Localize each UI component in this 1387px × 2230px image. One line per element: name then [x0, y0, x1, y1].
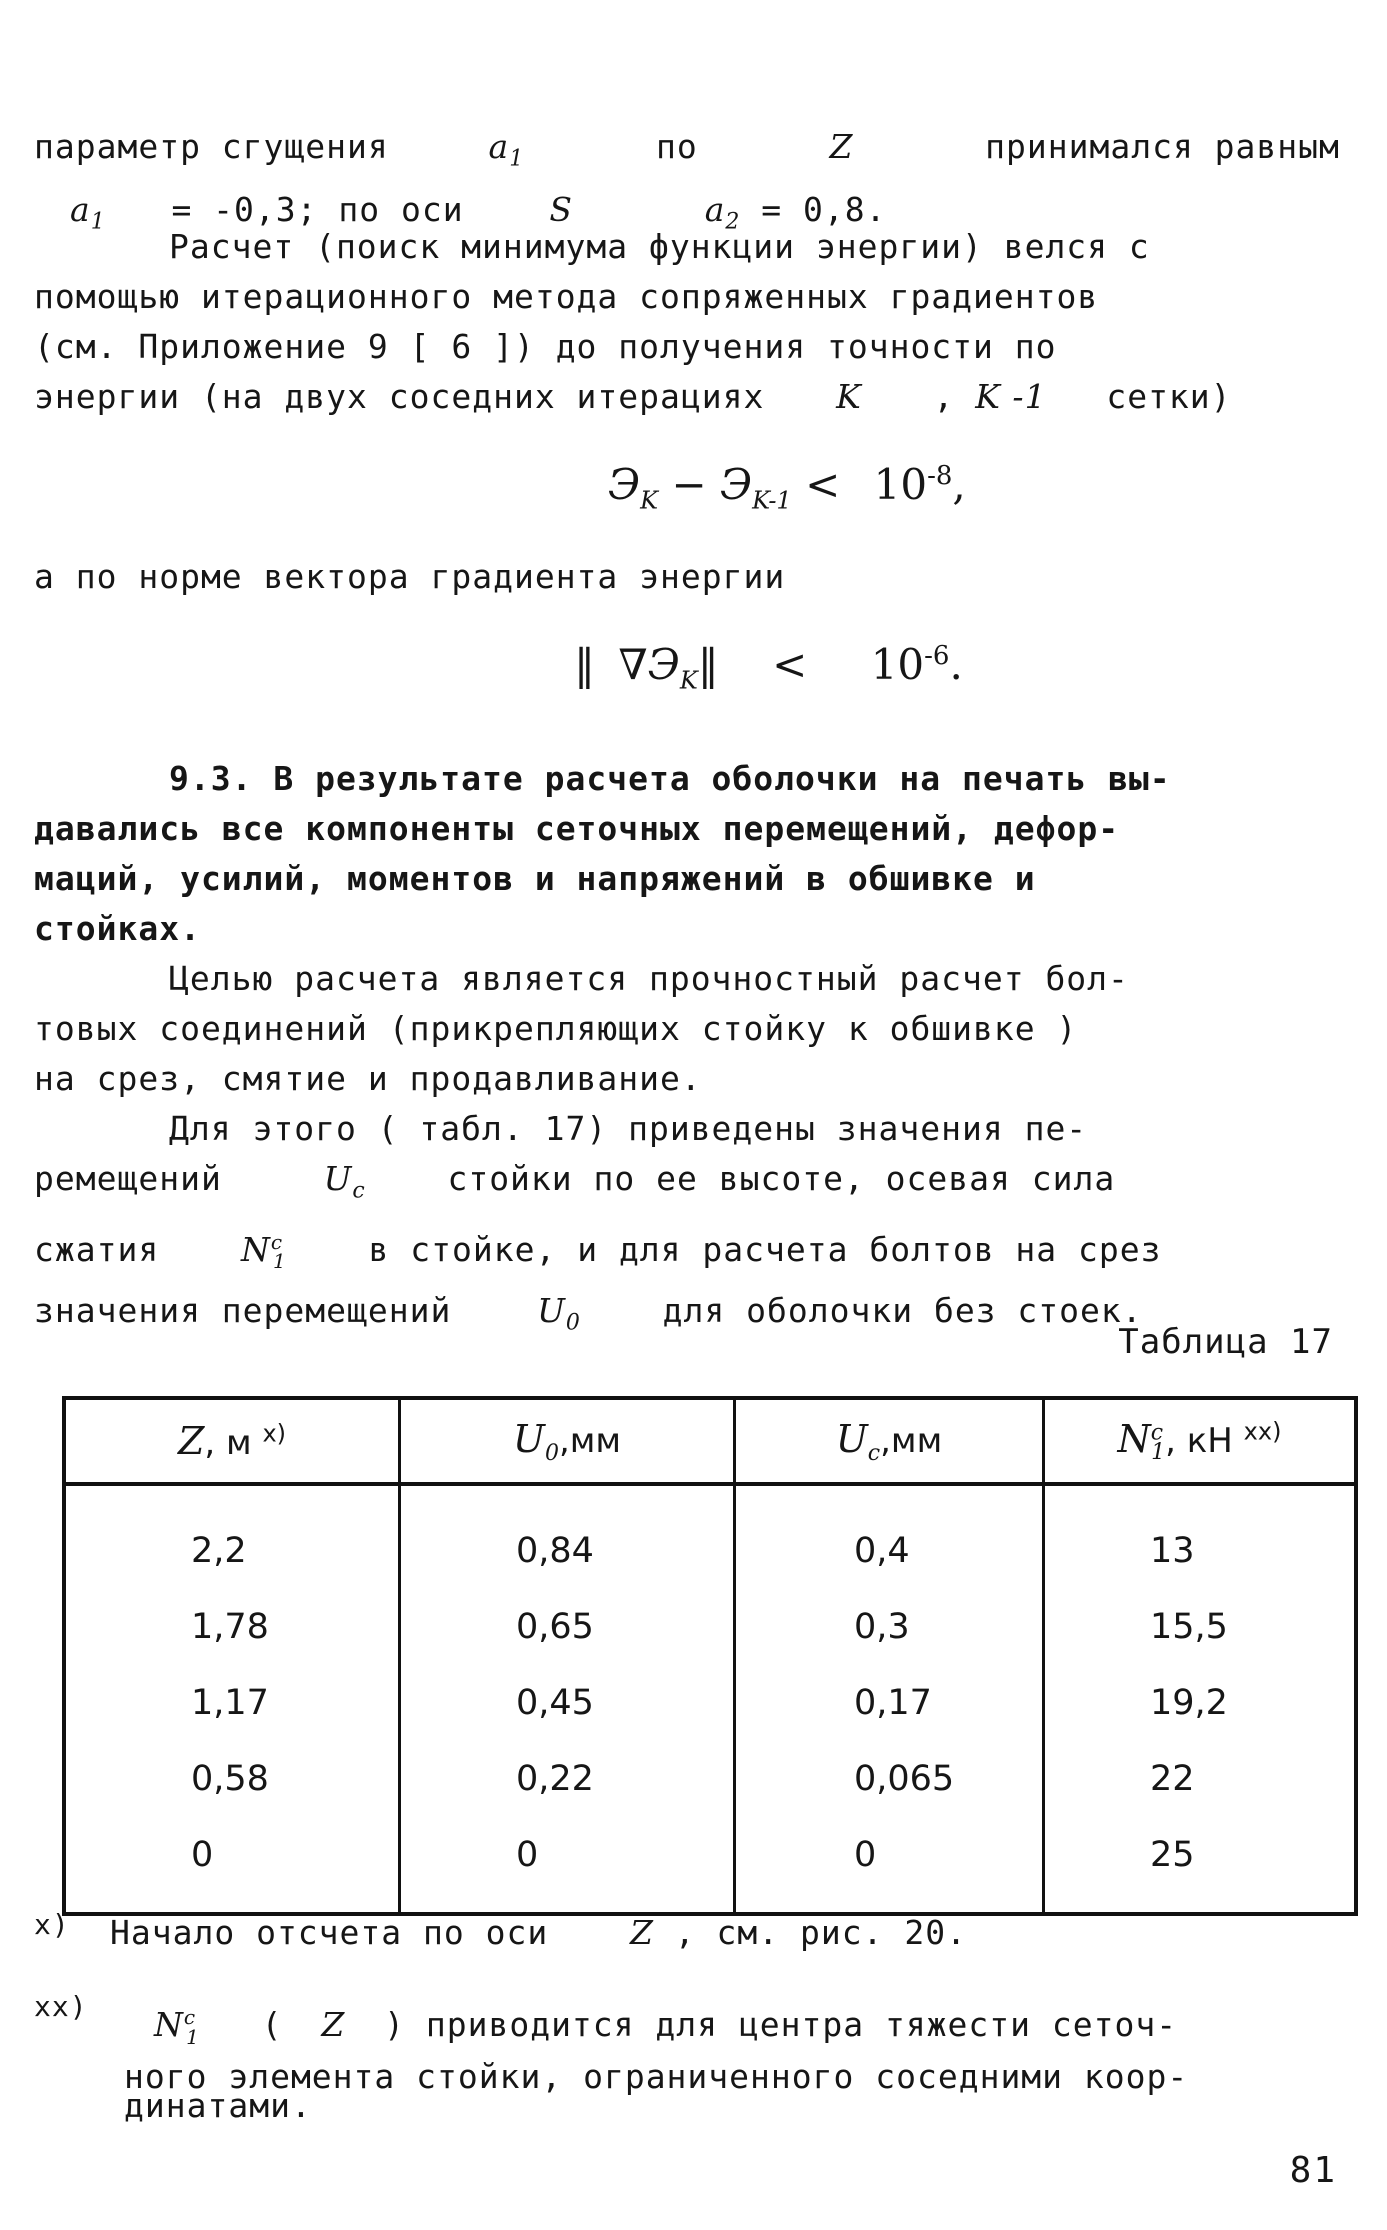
norm-bar: ‖ [574, 640, 595, 689]
footnote-text: , см. рис. 20. [674, 1913, 967, 1952]
minus-sign: − [671, 460, 707, 509]
cell-uc: 0,17 [735, 1665, 1044, 1741]
footnote-text: ного элемента стойки, ограниченного соседними коор- [124, 2056, 1189, 2096]
header-u0: $U_0,мм$ [400, 1398, 735, 1484]
footnote-2 [34, 1990, 1354, 2125]
base: 10 [873, 460, 928, 509]
table-row [64, 1484, 1356, 1589]
text-line: Расчет (поиск минимума функции энергии) велся с [169, 227, 1150, 266]
text-line: = 0,8. [761, 189, 887, 229]
cell-z: 0 [64, 1817, 400, 1914]
symbol-e: Э [647, 640, 680, 689]
text-line: в стойке, и для расчета болтов на срез [368, 1229, 1162, 1269]
cell-n1c: 19,2 [1150, 1683, 1228, 1723]
cell-z: 1,17 [64, 1665, 400, 1741]
footnote-mark: xx) [34, 1990, 88, 2023]
text-line: Целью расчета является прочностный расчет бол- [169, 959, 1129, 998]
paragraph-9-3 [34, 754, 1354, 954]
symbol-z: Z [629, 1913, 654, 1952]
table-row [64, 1589, 1356, 1665]
text-line: для оболочки без стоек. [662, 1291, 1143, 1331]
cell-uc: 0 [735, 1817, 1044, 1914]
cell-uc: 0,065 [735, 1741, 1044, 1817]
subscript: K-1 [752, 486, 792, 515]
cell-z: 2,2 [64, 1484, 400, 1589]
header-n1c: $N^c_1$, кН $^{xx)}$ [1044, 1398, 1357, 1484]
text-line: (см. Приложение 9 [ 6 ]) до получения точности по [34, 327, 1057, 366]
text-line: стойки по ее высоте, осевая сила [447, 1159, 1116, 1198]
symbol-uc: $U_c$ [323, 1159, 366, 1204]
cell-n1c: 25 [1150, 1835, 1195, 1875]
symbol-u0: $U_0$ [537, 1291, 581, 1336]
cell-z: 1,78 [64, 1589, 400, 1665]
text-line: энергии (на двух соседних итерациях [34, 377, 765, 416]
cell-z: 0,58 [64, 1741, 400, 1817]
page-number: 81 [1289, 2150, 1337, 2191]
symbol-s: S [549, 189, 573, 229]
table-row [64, 1817, 1356, 1914]
table-row [64, 1741, 1356, 1817]
nabla-symbol: ∇ [618, 640, 648, 689]
text-line: помощью итерационного метода сопряженных градиентов [34, 277, 1099, 316]
cell-u0: 0,65 [400, 1589, 735, 1665]
paragraph-table-intro [34, 1104, 1354, 1349]
text-line: а по норме вектора градиента энергии [34, 557, 786, 596]
symbol-k: K [836, 377, 862, 416]
symbol-k-minus-1: K -1 [975, 377, 1047, 416]
punctuation: , [952, 460, 966, 509]
symbol-n1c: $N^c_1$ [240, 1229, 287, 1274]
text-line: давались все компоненты сеточных перемещений, дефор- [34, 809, 1120, 848]
symbol-e: Э [608, 460, 641, 509]
exponent: -8 [927, 461, 953, 491]
symbol-a1: $a_1$ [70, 189, 106, 235]
footnote-text: ) приводится для центра тяжести сеточ- [384, 2005, 1178, 2044]
symbol-a2: $a_2$ [704, 189, 741, 235]
norm-bar: ‖ [697, 640, 719, 689]
data-table [62, 1396, 1358, 1916]
symbol-z: Z [829, 127, 854, 166]
text-line: 9.3. В результате расчета оболочки на печать вы- [169, 759, 1171, 798]
table-caption: Таблица 17 [1118, 1322, 1333, 1362]
symbol-n1c: $N^c_1$ [154, 2005, 200, 2049]
text-line: ремещений [34, 1159, 222, 1198]
cell-uc: 0,4 [735, 1484, 1044, 1589]
symbol-z: Z [321, 2005, 346, 2044]
cell-u0: 0 [400, 1817, 735, 1914]
punctuation: . [949, 640, 963, 689]
formula-gradient-tolerance [574, 640, 963, 694]
text-line: Для этого ( табл. 17) приведены значения пе- [169, 1109, 1088, 1148]
text-line: товых соединений (прикрепляющих стойку к обшивке ) [34, 1009, 1078, 1048]
cell-uc: 0,3 [735, 1589, 1044, 1665]
cell-n1c: 15,5 [1150, 1607, 1228, 1647]
cell-u0: 0,22 [400, 1741, 735, 1817]
text-line: на срез, смятие и продавливание. [34, 1059, 702, 1098]
paragraph-gradient-norm [34, 552, 1354, 602]
comma: , [933, 377, 955, 416]
table-row [64, 1665, 1356, 1741]
subscript: K [640, 486, 659, 515]
header-z: Z, м $^{x)}$ [64, 1398, 400, 1484]
paragraph-goal [34, 954, 1354, 1104]
symbol-e: Э [720, 460, 753, 509]
footnote-text: динатами. [124, 2085, 312, 2125]
text-line: стойках. [34, 909, 201, 948]
text-line: по [655, 127, 698, 166]
cell-u0: 0,45 [400, 1665, 735, 1741]
footnote-text: Начало отсчета по оси [110, 1913, 549, 1952]
text-line: параметр сгущения [34, 127, 389, 166]
subscript: K [679, 666, 698, 695]
text-line: сжатия [34, 1229, 160, 1269]
footnote-mark: x) [34, 1908, 70, 1941]
footnote-1 [34, 1910, 1354, 1956]
formula-energy-tolerance [608, 460, 966, 514]
header-uc: $U_c,мм$ [735, 1398, 1044, 1484]
base: 10 [870, 640, 925, 689]
paragraph-calculation [34, 222, 1354, 422]
cell-u0: 0,84 [400, 1484, 735, 1589]
paren: ( [261, 2005, 283, 2044]
text-line: сетки) [1106, 377, 1232, 416]
text-line: маций, усилий, моментов и напряжений в обшивке и [34, 859, 1036, 898]
symbol-a1: $a_1$ [488, 127, 525, 172]
table-header-row [64, 1398, 1356, 1484]
exponent: -6 [924, 641, 950, 671]
text-line: значения перемещений [34, 1291, 452, 1331]
less-than-sign: < [805, 460, 841, 509]
text-line: принимался равным [985, 127, 1340, 166]
cell-n1c: 22 [1150, 1759, 1195, 1799]
cell-n1c: 13 [1150, 1531, 1195, 1571]
less-than-sign: < [772, 640, 808, 689]
text-line: = -0,3; по оси [171, 189, 464, 229]
